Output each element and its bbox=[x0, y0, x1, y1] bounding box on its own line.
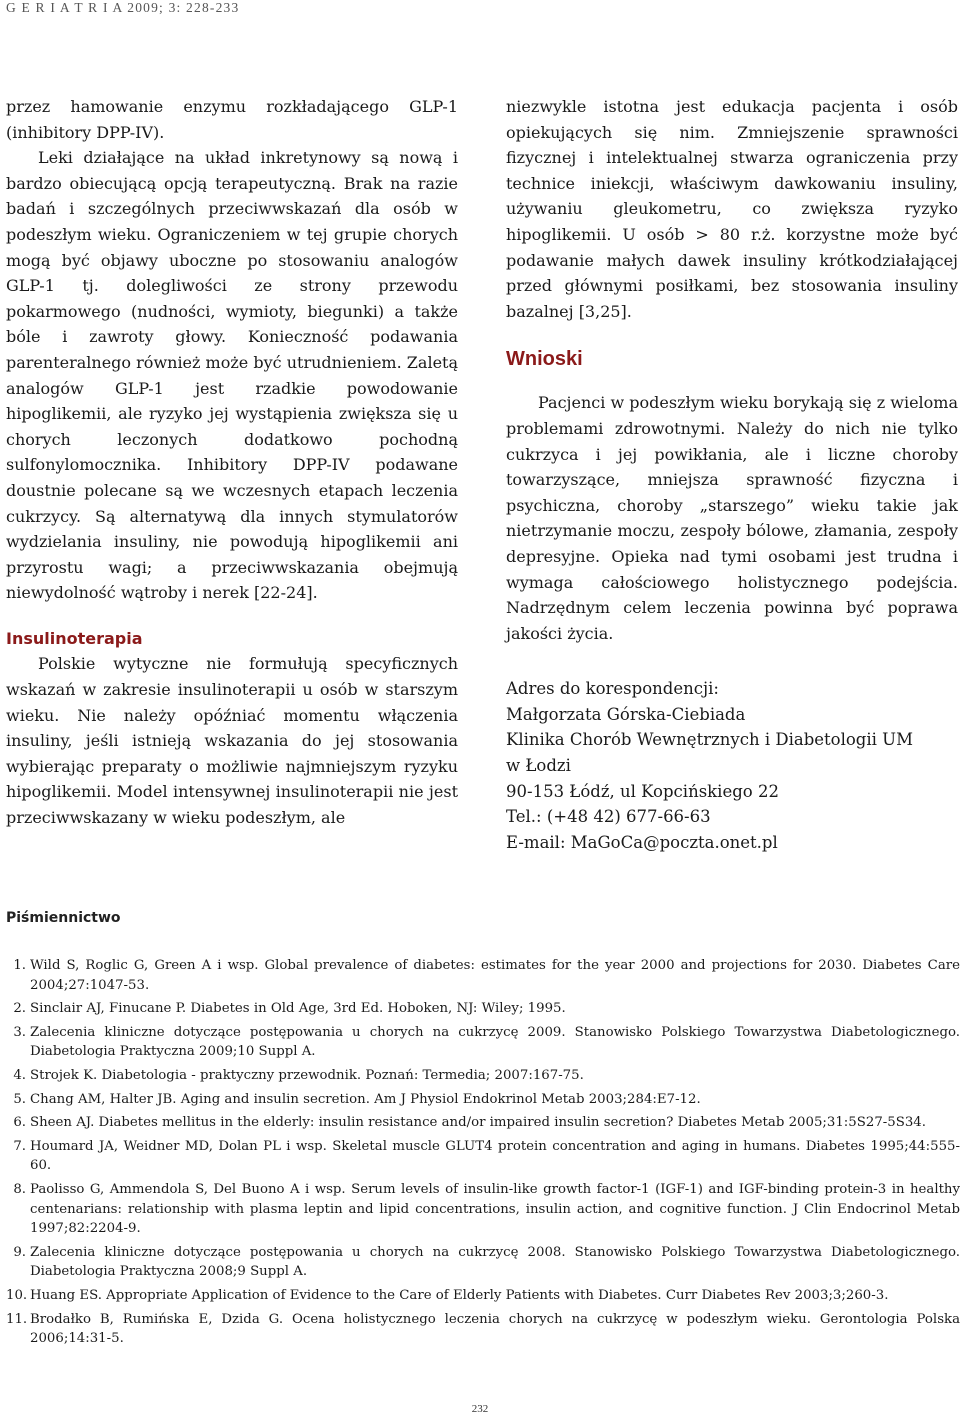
reference-item bbox=[6, 1180, 960, 1239]
left-paragraph-2: Leki działające na układ inkretynowy są nową i bardzo obiecującą opcją terapeutyczną. Brak na razie badań i szczególnych przeciwwskazań dla osób w podeszłym wieku. Ograniczeniem w tej grupie chorych mogą być objawy uboczne po stosowaniu analogów GLP-1 tj. dolegliwości ze strony przewodu pokarmowego (nudności, wymioty, biegunki) a także bóle i zawroty głowy. Konieczność podawania parenteralnego również może być utrudnieniem. Zaletą analogów GLP-1 jest rzadkie powodowanie hipoglikemii, ale ryzyko jej wystąpienia zwiększa się u chorych leczonych dodatkowo pochodną sulfonylomocznika. Inhibitory DPP-IV podawane doustnie polecane są we wczesnych etapach leczenia cukrzycy. Są alternatywą dla innych stymulatorów wydzielania insuliny, nie powodują hipoglikemii ani przyrostu wagi; a przeciwwskazania obejmują niewydolność wątroby i nerek [22-24]. bbox=[6, 148, 458, 603]
reference-number: 5. bbox=[13, 1091, 26, 1107]
left-column bbox=[6, 94, 458, 831]
reference-item bbox=[6, 1310, 960, 1349]
reference-number: 8. bbox=[13, 1181, 26, 1197]
reference-text: Sinclair AJ, Finucane P. Diabetes in Old Age, 3rd Ed. Hoboken, NJ: Wiley; 1995. bbox=[30, 1001, 566, 1017]
left-paragraph-3: Polskie wytyczne nie formułują specyficznych wskazań w zakresie insulinoterapii u osób w starszym wieku. Nie należy opóźniać momentu włączenia insuliny, jeśli istnieją wskazania do jej stosowania wybierając preparaty o możliwie najmniejszym ryzyku hipoglikemii. Model intensywnej insulinoterapii nie jest przeciwwskazany w wieku podeszłym, ale bbox=[6, 654, 458, 828]
reference-number: 10. bbox=[6, 1287, 28, 1303]
reference-item bbox=[6, 1090, 960, 1110]
right-paragraph-1: niezwykle istotna jest edukacja pacjenta i osób opiekujących się nim. Zmniejszenie sprawności fizycznej i intelektualnej stwarza ograniczenia przy technice iniekcji, właściwym dawkowaniu insuliny, używaniu gleukometru, co zwiększa ryzyko hipoglikemii. U osób > 80 r.ż. korzystne może być podawanie małych dawek insuliny krótkodziałającej przed głównymi posiłkami, bez stosowania insuliny bazalnej [3,25]. bbox=[506, 97, 958, 321]
reference-text: Chang AM, Halter JB. Aging and insulin secretion. Am J Physiol Endokrinol Metab 2003;284:E7-12. bbox=[30, 1091, 701, 1107]
reference-number: 3. bbox=[13, 1024, 26, 1040]
running-head: G E R I A T R I A 2009; 3: 228-233 bbox=[6, 0, 240, 15]
address-label: Adres do korespondencji: bbox=[506, 679, 719, 699]
reference-number: 9. bbox=[13, 1244, 26, 1260]
reference-number: 1. bbox=[13, 958, 26, 973]
reference-text: Strojek K. Diabetologia - praktyczny przewodnik. Poznań: Termedia; 2007:167-75. bbox=[30, 1067, 584, 1083]
author-name: Małgorzata Górska-Ciebiada bbox=[506, 704, 746, 724]
correspondence-address bbox=[506, 676, 958, 855]
street-address: 90-153 Łódź, ul Kopcińskiego 22 bbox=[506, 781, 779, 801]
section-heading-wnioski: Wnioski bbox=[506, 348, 583, 371]
right-paragraph-2: Pacjenci w podeszłym wieku borykają się z wieloma problemami zdrowotnymi. Należy do nich nie tylko cukrzyca i jej powikłania, ale i liczne choroby towarzyszące, mniejsza sprawność fizyczna i psychiczna, choroby „starszego” wieku takie jak nietrzymanie moczu, zespoły bólowe, złamania, zespoły depresyjne. Opieka nad tymi osobami jest trudna i wymaga całościowego holistycznego podejścia. Nadrzędnym celem leczenia powinna być poprawa jakości życia. bbox=[506, 393, 958, 643]
phone-number: Tel.: (+48 42) 677-66-63 bbox=[506, 807, 711, 827]
clinic-line-1: Klinika Chorób Wewnętrznych i Diabetologii UM bbox=[506, 730, 913, 750]
reference-text: Wild S, Roglic G, Green A i wsp. Global prevalence of diabetes: estimates for the year 2000 and projections for 2030. Diabetes Care 2004;27:1047-53. bbox=[30, 958, 960, 993]
right-column bbox=[506, 94, 958, 855]
reference-number: 4. bbox=[13, 1067, 26, 1083]
reference-number: 2. bbox=[13, 1001, 26, 1017]
reference-item bbox=[6, 1243, 960, 1282]
reference-number: 6. bbox=[13, 1115, 26, 1131]
reference-text: Zalecenia kliniczne dotyczące postępowania u chorych na cukrzycę 2009. Stanowisko Polskiego Towarzystwa Diabetologicznego. Diabetologia Praktyczna 2009;10 Suppl A. bbox=[30, 1024, 960, 1060]
reference-number: 11. bbox=[6, 1311, 28, 1327]
left-paragraph-1: przez hamowanie enzymu rozkładającego GLP-1 (inhibitory DPP-IV). bbox=[6, 97, 458, 142]
reference-item bbox=[6, 1137, 960, 1176]
reference-item bbox=[6, 1023, 960, 1062]
email-address[interactable]: E-mail: MaGoCa@poczta.onet.pl bbox=[506, 832, 778, 852]
reference-text: Houmard JA, Weidner MD, Dolan PL i wsp. Skeletal muscle GLUT4 protein concentration and aging in humans. Diabetes 1995;44:555-60. bbox=[30, 1138, 960, 1174]
page-number: 232 bbox=[471, 1403, 489, 1415]
reference-item bbox=[6, 1286, 960, 1306]
reference-text: Paolisso G, Ammendola S, Del Buono A i wsp. Serum levels of insulin-like growth factor-1 (IGF-1) and IGF-binding protein-3 in healthy centenarians: relationship with plasma leptin and lipid concentrations, insulin action, and cognitive function. J Clin Endocrinol Metab 1997;82:2204-9. bbox=[30, 1181, 960, 1237]
reference-item bbox=[6, 999, 960, 1019]
references-list bbox=[6, 956, 960, 1353]
reference-text: Sheen AJ. Diabetes mellitus in the elderly: insulin resistance and/or impaired insulin secretion? Diabetes Metab 2005;31:5S27-5S34. bbox=[30, 1115, 926, 1131]
references-heading: Piśmiennictwo bbox=[6, 910, 121, 926]
reference-item bbox=[6, 1113, 960, 1133]
reference-text: Huang ES. Appropriate Application of Evidence to the Care of Elderly Patients with Diabetes. Curr Diabetes Rev 2003;3;260-3. bbox=[30, 1287, 889, 1303]
clinic-line-2: w Łodzi bbox=[506, 756, 571, 776]
reference-text: Brodałko B, Rumińska E, Dzida G. Ocena holistycznego leczenia chorych na cukrzycę w podeszłym wieku. Gerontologia Polska 2006;14:31-5. bbox=[30, 1311, 960, 1347]
reference-item bbox=[6, 956, 960, 995]
reference-number: 7. bbox=[13, 1138, 26, 1154]
reference-item bbox=[6, 1066, 960, 1086]
section-heading-insulinoterapia: Insulinoterapia bbox=[6, 628, 143, 648]
reference-text: Zalecenia kliniczne dotyczące postępowania u chorych na cukrzycę 2008. Stanowisko Polskiego Towarzystwa Diabetologicznego. Diabetologia Praktyczna 2008;9 Suppl A. bbox=[30, 1244, 960, 1280]
